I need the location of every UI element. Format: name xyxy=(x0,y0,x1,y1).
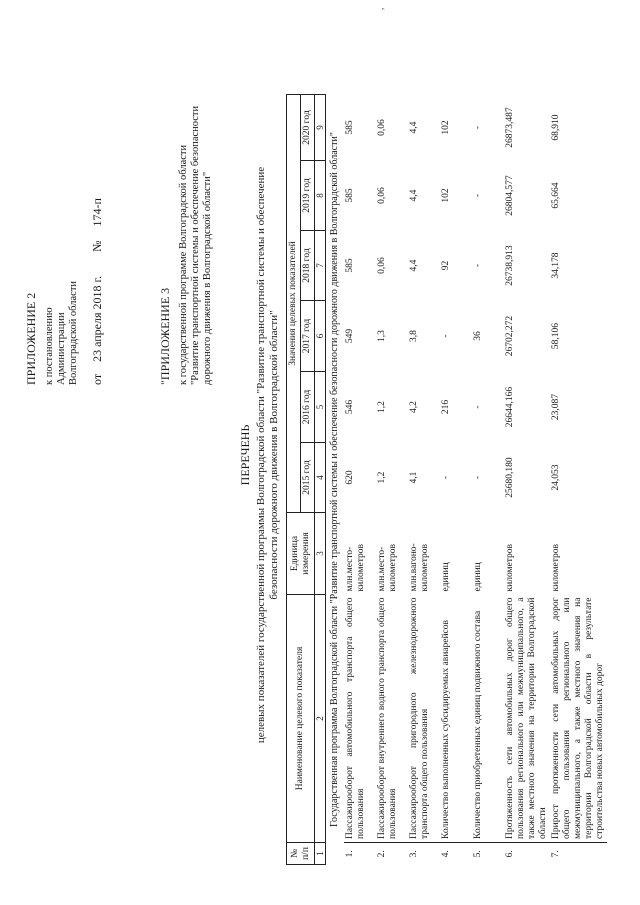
value-cell: 65,664 xyxy=(551,182,561,209)
row-number: 7. xyxy=(550,843,607,865)
value-cell: 1,2 xyxy=(377,471,387,484)
value-cell: 102 xyxy=(441,120,451,135)
year-header: 2017 год xyxy=(301,301,315,372)
table-row xyxy=(376,95,408,865)
value-cell: 26804,577 xyxy=(505,175,515,216)
value-cell: 4,4 xyxy=(409,121,419,134)
table-row xyxy=(344,95,376,865)
value-cell: - xyxy=(473,263,483,268)
row-number: 6. xyxy=(504,843,550,865)
value-cell: 216 xyxy=(441,399,451,415)
value-cell: 4,4 xyxy=(409,259,419,272)
value-cell: 0,06 xyxy=(377,187,387,204)
appendix-2-block xyxy=(24,85,104,385)
unit-cell: километров xyxy=(505,544,515,592)
value-cell: 4,4 xyxy=(409,189,419,202)
column-index: 8 xyxy=(315,161,326,231)
value-cell: 585 xyxy=(345,258,355,273)
document-title xyxy=(238,45,281,865)
value-cell: 585 xyxy=(345,120,355,135)
value-cell: 68,910 xyxy=(551,114,561,141)
approval-line xyxy=(90,85,104,385)
value-cell: 1,2 xyxy=(377,401,387,413)
appendix-2-line1: к постановлению xyxy=(44,307,55,385)
column-index: 7 xyxy=(315,231,326,301)
value-cell: - xyxy=(441,334,451,338)
row-number: 5. xyxy=(472,843,504,865)
col-unit-header: Единица измерения xyxy=(287,513,315,595)
unit-cell: млн.место-километров xyxy=(345,544,366,592)
value-cell: 24,053 xyxy=(551,464,561,491)
appendix-2-line3: Волгоградской области xyxy=(68,280,79,385)
column-index: 9 xyxy=(315,95,326,161)
value-cell: 34,178 xyxy=(551,252,561,279)
appendix-3-line1: к государственной программе Волгоградской области xyxy=(178,144,189,385)
indicator-name: Пассажирооборот внутреннего водного транспорта общего пользования xyxy=(377,597,398,839)
values-group-header: Значения целевых показателей xyxy=(287,95,301,513)
appendix-3-block xyxy=(158,35,214,385)
column-index-row xyxy=(315,95,326,865)
approval-date: 23 апреля 2018 г. xyxy=(90,275,104,362)
value-cell: 92 xyxy=(441,260,451,271)
value-cell: - xyxy=(473,193,483,198)
table-row xyxy=(472,95,504,865)
value-cell: 26738,913 xyxy=(505,245,515,286)
column-index: 4 xyxy=(315,443,326,513)
appendix-2-title: ПРИЛОЖЕНИЕ 2 xyxy=(24,292,38,385)
value-cell: 0,06 xyxy=(377,119,387,136)
value-cell: 26873,487 xyxy=(505,107,515,148)
indicator-name: Прирост протяженности сети автомобильных дорог общего пользования регионального или межмуниципального, а также местного значения на территории Волгоградской области в результате строительства новых автомобильных дорог xyxy=(551,597,605,839)
value-cell: 58,106 xyxy=(551,322,561,350)
table-row xyxy=(408,95,440,865)
row-number: 2. xyxy=(376,843,408,865)
section-row xyxy=(326,95,345,865)
indicator-name: Количество выполненных субсидируемых авиарейсов xyxy=(441,619,451,839)
column-index: 1 xyxy=(315,843,326,865)
indicator-name: Протяженность сети автомобильных дорог общего пользования регионального или межмуниципального, а также местного значения на территории Волгоградской области xyxy=(505,597,548,839)
year-header: 2015 год xyxy=(301,443,315,513)
number-prefix: № xyxy=(90,240,104,252)
value-cell: 26702,272 xyxy=(505,315,515,357)
value-cell: 546 xyxy=(345,399,355,415)
column-index: 2 xyxy=(315,595,326,843)
row-number: 4. xyxy=(440,843,472,865)
appendix-2-line2: Администрации xyxy=(56,312,67,385)
value-cell: 23,087 xyxy=(551,393,561,421)
title-line2: безопасности дорожного движения в Волгоградской области" xyxy=(268,310,280,600)
col-number-header: № п/п xyxy=(287,843,315,865)
indicator-name: Количество приобретенных единиц подвижного состава xyxy=(473,610,483,839)
year-header: 2019 год xyxy=(301,161,315,231)
value-cell: 585 xyxy=(345,188,355,203)
value-cell: 1,3 xyxy=(377,330,387,342)
value-cell: 4,2 xyxy=(409,401,419,413)
date-prefix: от xyxy=(90,373,104,385)
appendix-3-title: "ПРИЛОЖЕНИЕ 3 xyxy=(158,287,172,385)
value-cell: - xyxy=(473,125,483,130)
col-name-header: Наименование целевого показателя xyxy=(287,595,315,843)
value-cell: - xyxy=(473,405,483,409)
value-cell: 36 xyxy=(473,331,483,341)
unit-cell: единиц xyxy=(441,562,451,592)
row-number: 1. xyxy=(344,843,376,865)
column-index: 3 xyxy=(315,513,326,595)
unit-cell: километров xyxy=(551,544,561,592)
value-cell: 102 xyxy=(441,188,451,203)
unit-cell: единиц xyxy=(473,562,483,592)
year-header: 2016 год xyxy=(301,372,315,443)
value-cell: 3,8 xyxy=(409,330,419,342)
appendix-3-line2: "Развитие транспортной системы и обеспечение безопасности xyxy=(190,105,201,385)
header-row-1 xyxy=(287,95,301,865)
column-index: 6 xyxy=(315,301,326,372)
value-cell: - xyxy=(441,475,451,480)
row-number: 3. xyxy=(408,843,440,865)
indicator-name: Пассажирооборот пригородного железнодорожного транспорта общего пользования xyxy=(409,597,430,839)
approval-number: 174-п xyxy=(90,198,104,227)
value-cell: 549 xyxy=(345,328,355,344)
indicator-name: Пассажирооборот автомобильного транспорта общего пользования xyxy=(345,597,366,839)
unit-cell: млн.место-километров xyxy=(377,544,398,592)
section-title: Государственная программа Волгоградской области "Развитие транспортной системы и обеспечение безопасности дорожного движения в Волгоградской области" xyxy=(329,132,340,827)
table-row xyxy=(504,95,550,865)
value-cell: - xyxy=(473,475,483,480)
column-index: 5 xyxy=(315,372,326,443)
appendix-3-line3: дорожного движения в Волгоградской области" xyxy=(202,171,213,385)
scan-mark: , xyxy=(375,7,385,10)
year-header: 2020 год xyxy=(301,95,315,161)
year-header: 2018 год xyxy=(301,231,315,301)
indicators-table xyxy=(286,94,607,865)
table-row xyxy=(440,95,472,865)
value-cell: 620 xyxy=(345,470,355,485)
title-line1: целевых показателей государственной программы Волгоградской области "Развитие транспортной системы и обеспечение xyxy=(255,166,267,744)
value-cell: 4,1 xyxy=(409,471,419,484)
title-heading: ПЕРЕЧЕНЬ xyxy=(238,424,252,486)
value-cell: 26644,166 xyxy=(505,386,515,428)
value-cell: 0,06 xyxy=(377,257,387,274)
unit-cell: млн.вагоно-километров xyxy=(409,543,430,592)
value-cell: 25680,180 xyxy=(505,457,515,498)
table-row xyxy=(550,95,607,865)
